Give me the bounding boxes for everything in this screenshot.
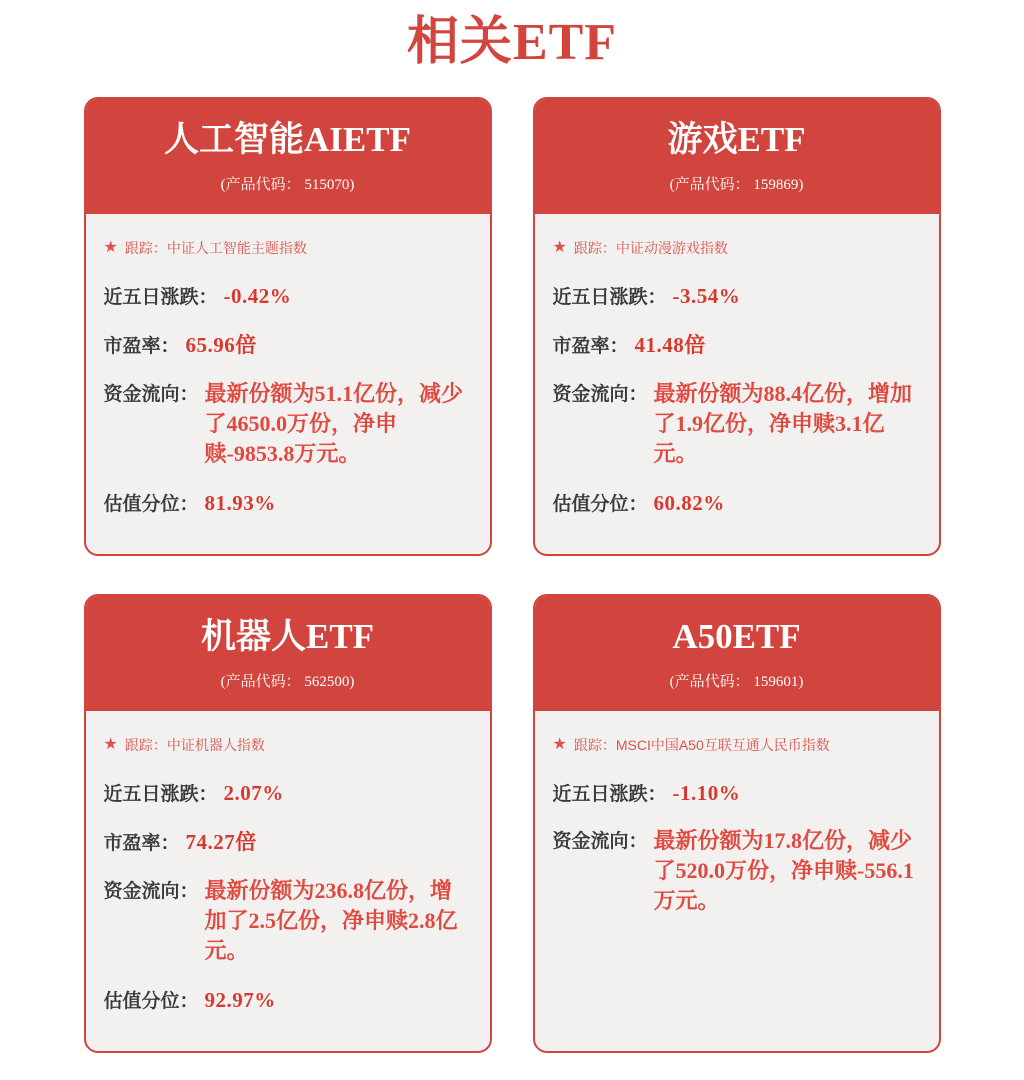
flow-label: 资金流向： <box>552 830 648 852</box>
flow-value: 最新份额为236.8亿份，增加了2.5亿份，净申赎2.8亿元。 <box>204 877 458 963</box>
etf-name-en: ETF <box>737 120 806 160</box>
flow-label: 资金流向： <box>552 384 648 406</box>
star-icon: ★ <box>103 735 118 753</box>
valuation-label: 估值分位： <box>103 493 199 515</box>
track-label: 跟踪： <box>573 736 616 753</box>
flow-value: 最新份额为51.1亿份，减少了4650.0万份，净申赎-9853.8万元。 <box>204 381 464 466</box>
valuation-value: 81.93% <box>204 490 276 515</box>
card-header <box>535 596 939 711</box>
etf-card-a50 <box>533 594 941 1053</box>
etf-name-en: AIETF <box>304 120 411 160</box>
etf-name <box>96 616 480 658</box>
track-label: 跟踪： <box>124 736 167 753</box>
pe-row <box>104 826 470 856</box>
track-label: 跟踪： <box>573 240 616 257</box>
etf-product-code: (产品代码： 159601) <box>669 673 804 690</box>
pe-value: 41.48倍 <box>634 333 706 358</box>
star-icon: ★ <box>103 239 118 257</box>
change-value: -3.54% <box>672 284 741 309</box>
valuation-label: 估值分位： <box>103 990 199 1012</box>
etf-name-en: ETF <box>305 616 375 656</box>
card-grid <box>0 97 1024 1052</box>
pe-label: 市盈率： <box>103 336 180 358</box>
page-title-en: ETF <box>512 14 618 71</box>
change-label: 近五日涨跌： <box>552 287 667 309</box>
card-header <box>86 596 490 711</box>
etf-name-zh: 机器人 <box>200 616 306 656</box>
flow-value: 最新份额为88.4亿份，增加了1.9亿份，净申赎3.1亿元。 <box>653 381 913 466</box>
flow-row <box>104 379 470 469</box>
etf-name <box>545 119 929 161</box>
valuation-value: 60.82% <box>653 490 725 515</box>
etf-name-en: A50ETF <box>672 616 801 656</box>
valuation-row <box>553 489 919 516</box>
etf-product-code: (产品代码： 515070) <box>220 177 355 194</box>
track-row <box>553 735 919 755</box>
change-row <box>553 779 919 806</box>
change-row <box>104 282 470 309</box>
etf-product-code: (产品代码： 562500) <box>220 673 355 690</box>
valuation-row <box>104 986 470 1013</box>
change-label: 近五日涨跌： <box>552 783 667 805</box>
flow-value: 最新份额为17.8亿份，减少了520.0万份，净申赎-556.1万元。 <box>653 827 914 913</box>
valuation-row <box>104 489 470 516</box>
change-row <box>104 779 470 806</box>
pe-value: 74.27倍 <box>185 829 257 854</box>
card-body <box>86 214 490 554</box>
star-icon: ★ <box>552 735 567 753</box>
track-row <box>553 238 919 258</box>
valuation-value: 92.97% <box>204 987 276 1012</box>
track-row <box>104 238 470 258</box>
flow-row <box>104 876 470 966</box>
pe-row <box>553 329 919 359</box>
change-value: -0.42% <box>223 284 292 309</box>
etf-name-zh: 人工智能 <box>164 120 305 160</box>
change-label: 近五日涨跌： <box>103 783 218 805</box>
card-body <box>535 214 939 554</box>
track-label: 跟踪： <box>124 240 167 257</box>
pe-row <box>104 329 470 359</box>
valuation-label: 估值分位： <box>552 493 648 515</box>
page-title <box>0 14 1024 71</box>
etf-name <box>96 119 480 161</box>
etf-name <box>545 616 929 658</box>
card-body <box>535 711 939 1051</box>
track-index: 中证人工智能主题指数 <box>166 240 307 257</box>
pe-label: 市盈率： <box>552 336 629 358</box>
flow-row <box>553 826 919 916</box>
change-value: -1.10% <box>672 780 741 805</box>
change-value: 2.07% <box>223 780 284 805</box>
change-row <box>553 282 919 309</box>
track-index: 中证机器人指数 <box>166 736 265 753</box>
pe-value: 65.96倍 <box>185 333 257 358</box>
star-icon: ★ <box>552 239 567 257</box>
etf-card-game <box>533 97 941 556</box>
flow-label: 资金流向： <box>103 384 199 406</box>
change-label: 近五日涨跌： <box>103 287 218 309</box>
track-index: MSCI中国A50互联互通人民币指数 <box>615 736 830 753</box>
track-index: 中证动漫游戏指数 <box>615 240 728 257</box>
flow-label: 资金流向： <box>103 880 199 902</box>
etf-name-zh: 游戏 <box>667 120 738 160</box>
pe-label: 市盈率： <box>103 832 180 854</box>
etf-card-robot <box>84 594 492 1053</box>
track-row <box>104 735 470 755</box>
card-header <box>86 99 490 214</box>
etf-product-code: (产品代码： 159869) <box>669 177 804 194</box>
card-header <box>535 99 939 214</box>
etf-card-ai <box>84 97 492 556</box>
page-title-zh: 相关 <box>406 13 513 71</box>
card-body <box>86 711 490 1051</box>
flow-row <box>553 379 919 469</box>
